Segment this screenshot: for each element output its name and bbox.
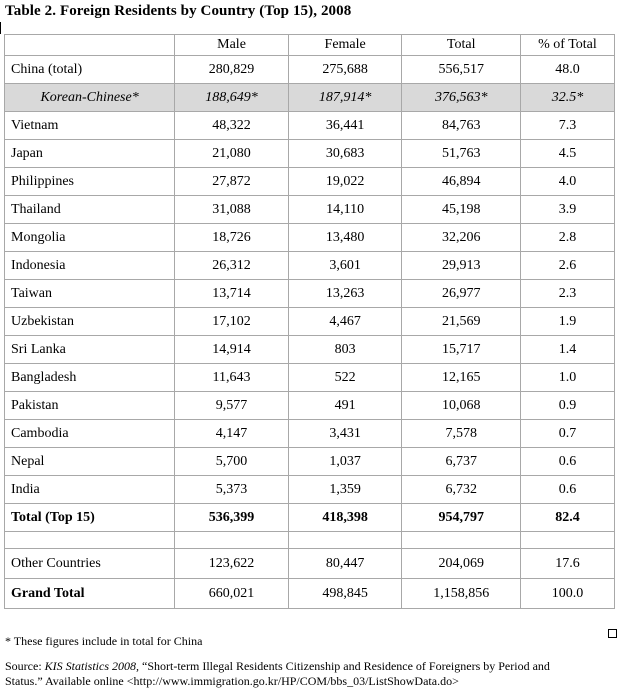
total-cell: 46,894	[402, 168, 520, 196]
table-row	[5, 252, 615, 280]
male-cell: 536,399	[175, 504, 289, 532]
blank-cell	[402, 532, 520, 549]
total-cell: 6,732	[402, 476, 520, 504]
table-row	[5, 364, 615, 392]
table-row	[5, 140, 615, 168]
male-cell: 48,322	[175, 112, 289, 140]
table-row	[5, 476, 615, 504]
female-cell: 275,688	[288, 56, 402, 84]
row-label: China (total)	[5, 56, 175, 84]
table-row-korean-chinese	[5, 84, 615, 112]
pct-cell: 0.7	[520, 420, 614, 448]
header-cell-total: Total	[402, 35, 520, 56]
total-cell: 12,165	[402, 364, 520, 392]
female-cell: 187,914*	[288, 84, 402, 112]
source-work: KIS Statistics 2008,	[44, 659, 139, 673]
table-row	[5, 336, 615, 364]
female-cell: 4,467	[288, 308, 402, 336]
pct-cell: 17.6	[520, 549, 614, 579]
row-label: Sri Lanka	[5, 336, 175, 364]
total-cell: 32,206	[402, 224, 520, 252]
female-cell: 418,398	[288, 504, 402, 532]
total-cell: 45,198	[402, 196, 520, 224]
female-cell: 13,263	[288, 280, 402, 308]
female-cell: 30,683	[288, 140, 402, 168]
female-cell: 498,845	[288, 579, 402, 609]
total-cell: 51,763	[402, 140, 520, 168]
table-row	[5, 392, 615, 420]
pct-cell: 0.9	[520, 392, 614, 420]
pct-cell: 2.6	[520, 252, 614, 280]
header-cell-female: Female	[288, 35, 402, 56]
table-title: Table 2. Foreign Residents by Country (Top 15), 2008	[5, 3, 352, 19]
male-cell: 660,021	[175, 579, 289, 609]
total-cell: 556,517	[402, 56, 520, 84]
table-row	[5, 112, 615, 140]
male-cell: 123,622	[175, 549, 289, 579]
pct-cell: 7.3	[520, 112, 614, 140]
total-cell: 954,797	[402, 504, 520, 532]
row-label: Grand Total	[5, 579, 175, 609]
header-cell-country	[5, 35, 175, 56]
pct-cell: 0.6	[520, 476, 614, 504]
male-cell: 27,872	[175, 168, 289, 196]
row-label: Japan	[5, 140, 175, 168]
source-citation	[5, 659, 630, 689]
male-cell: 31,088	[175, 196, 289, 224]
blank-cell	[5, 532, 175, 549]
female-cell: 1,359	[288, 476, 402, 504]
total-cell: 29,913	[402, 252, 520, 280]
male-cell: 17,102	[175, 308, 289, 336]
row-label: Taiwan	[5, 280, 175, 308]
table-row	[5, 196, 615, 224]
row-label: Cambodia	[5, 420, 175, 448]
female-cell: 3,601	[288, 252, 402, 280]
corner-mark	[0, 22, 1, 34]
pct-cell: 1.4	[520, 336, 614, 364]
pct-cell: 82.4	[520, 504, 614, 532]
footnote: * These figures include in total for China	[5, 634, 203, 648]
female-cell: 522	[288, 364, 402, 392]
table-row	[5, 308, 615, 336]
table-row-grand-total	[5, 579, 615, 609]
male-cell: 5,373	[175, 476, 289, 504]
total-cell: 7,578	[402, 420, 520, 448]
row-label: Total (Top 15)	[5, 504, 175, 532]
row-label: Other Countries	[5, 549, 175, 579]
foreign-residents-table	[4, 34, 615, 609]
female-cell: 1,037	[288, 448, 402, 476]
male-cell: 14,914	[175, 336, 289, 364]
row-label: Bangladesh	[5, 364, 175, 392]
total-cell: 21,569	[402, 308, 520, 336]
row-label: Nepal	[5, 448, 175, 476]
blank-cell	[175, 532, 289, 549]
total-cell: 204,069	[402, 549, 520, 579]
table-row	[5, 168, 615, 196]
male-cell: 4,147	[175, 420, 289, 448]
female-cell: 803	[288, 336, 402, 364]
blank-cell	[520, 532, 614, 549]
source-prefix: Source:	[5, 659, 45, 673]
female-cell: 491	[288, 392, 402, 420]
pct-cell: 32.5*	[520, 84, 614, 112]
row-label: Uzbekistan	[5, 308, 175, 336]
source-line2: Status.” Available online <http://www.immigration.go.kr/HP/COM/bbs_03/ListShowData.do>	[5, 674, 459, 688]
pct-cell: 0.6	[520, 448, 614, 476]
row-label: Thailand	[5, 196, 175, 224]
pct-cell: 4.0	[520, 168, 614, 196]
row-label: India	[5, 476, 175, 504]
female-cell: 13,480	[288, 224, 402, 252]
male-cell: 21,080	[175, 140, 289, 168]
male-cell: 26,312	[175, 252, 289, 280]
table-row-other-countries	[5, 549, 615, 579]
table-row-total-top15	[5, 504, 615, 532]
female-cell: 36,441	[288, 112, 402, 140]
table-row-blank	[5, 532, 615, 549]
female-cell: 80,447	[288, 549, 402, 579]
source-line1-rest: “Short-term Illegal Residents Citizenship and Residence of Foreigners by Period and	[139, 659, 550, 673]
table-row	[5, 420, 615, 448]
pct-cell: 4.5	[520, 140, 614, 168]
female-cell: 14,110	[288, 196, 402, 224]
total-cell: 10,068	[402, 392, 520, 420]
pct-cell: 1.0	[520, 364, 614, 392]
pct-cell: 2.3	[520, 280, 614, 308]
total-cell: 376,563*	[402, 84, 520, 112]
male-cell: 13,714	[175, 280, 289, 308]
row-label: Indonesia	[5, 252, 175, 280]
male-cell: 280,829	[175, 56, 289, 84]
pct-cell: 100.0	[520, 579, 614, 609]
total-cell: 1,158,856	[402, 579, 520, 609]
male-cell: 5,700	[175, 448, 289, 476]
pct-cell: 3.9	[520, 196, 614, 224]
female-cell: 19,022	[288, 168, 402, 196]
table-row	[5, 56, 615, 84]
total-cell: 6,737	[402, 448, 520, 476]
male-cell: 9,577	[175, 392, 289, 420]
table-row	[5, 448, 615, 476]
small-square-mark	[608, 629, 617, 638]
table-header-row	[5, 35, 615, 56]
male-cell: 188,649*	[175, 84, 289, 112]
male-cell: 11,643	[175, 364, 289, 392]
pct-cell: 2.8	[520, 224, 614, 252]
header-cell-pct: % of Total	[520, 35, 614, 56]
row-label: Korean-Chinese*	[5, 84, 175, 112]
total-cell: 26,977	[402, 280, 520, 308]
row-label: Vietnam	[5, 112, 175, 140]
pct-cell: 1.9	[520, 308, 614, 336]
row-label: Pakistan	[5, 392, 175, 420]
total-cell: 84,763	[402, 112, 520, 140]
male-cell: 18,726	[175, 224, 289, 252]
blank-cell	[288, 532, 402, 549]
row-label: Mongolia	[5, 224, 175, 252]
table-row	[5, 224, 615, 252]
header-cell-male: Male	[175, 35, 289, 56]
table-row	[5, 280, 615, 308]
total-cell: 15,717	[402, 336, 520, 364]
female-cell: 3,431	[288, 420, 402, 448]
row-label: Philippines	[5, 168, 175, 196]
pct-cell: 48.0	[520, 56, 614, 84]
